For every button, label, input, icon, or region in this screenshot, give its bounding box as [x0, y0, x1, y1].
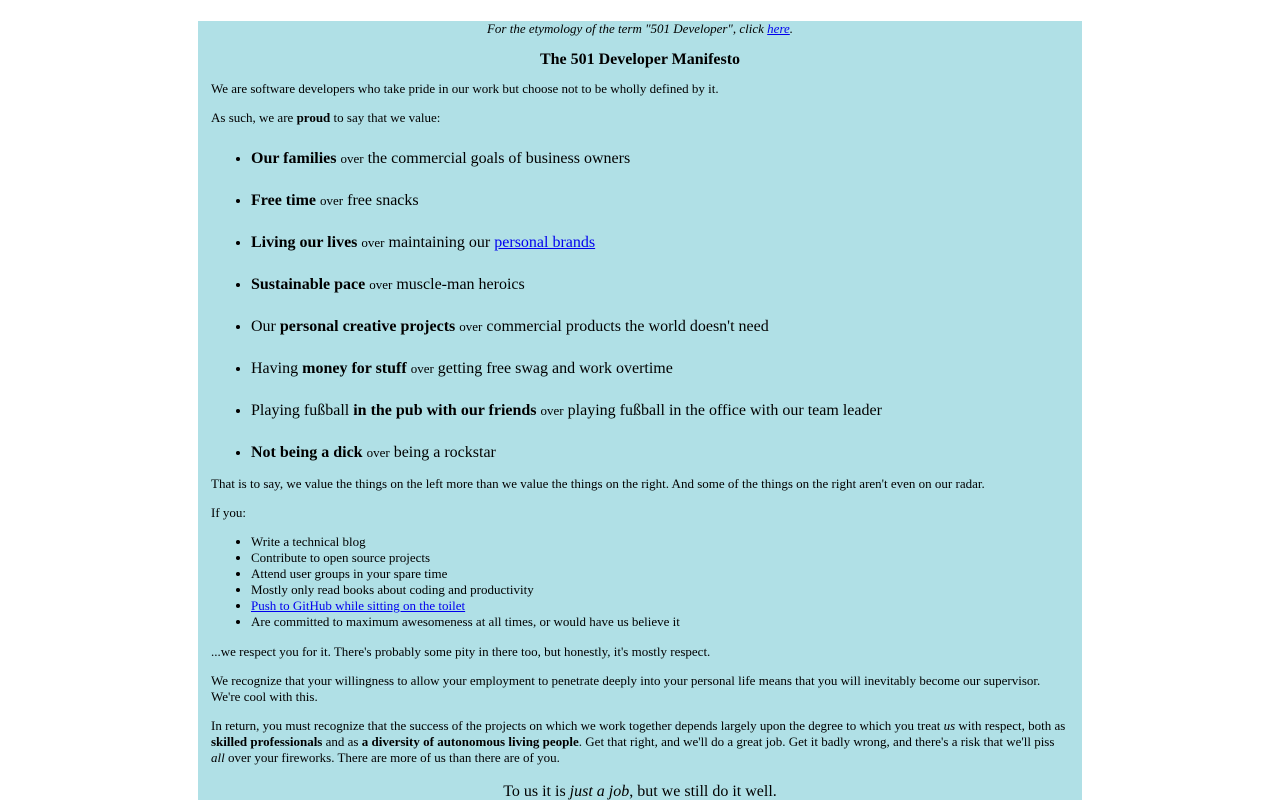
value-item — [251, 191, 882, 233]
value-prefix: Playing fußball — [251, 402, 354, 419]
recognize-paragraph: We recognize that your willingness to allow your employment to penetrate deeply into your personal life means that you will inevitably become our supervisor. We're cool with this. — [211, 673, 1041, 704]
personal-brands-link[interactable]: personal brands — [494, 234, 596, 251]
value-right: the commercial goals of business owners — [367, 150, 631, 167]
value-right: muscle-man heroics — [396, 276, 525, 293]
over-word: over — [410, 361, 434, 376]
value-left: Living our lives — [251, 234, 358, 251]
value-item — [251, 359, 882, 401]
values-list — [251, 149, 882, 485]
value-prefix: Our — [251, 318, 280, 335]
list-item: • Are committed to maximum awesomeness at all times, or would have us believe it — [251, 614, 680, 630]
over-word: over — [340, 151, 364, 166]
value-left: money for stuff — [302, 360, 407, 377]
over-word: over — [540, 403, 564, 418]
value-item — [251, 275, 882, 317]
value-right: free snacks — [347, 192, 419, 209]
value-right: commercial products the world doesn't need — [486, 318, 769, 335]
respect-paragraph: ...we respect you for it. There's probably some pity in there too, but honestly, it's mostly respect. — [211, 644, 711, 659]
value-item — [251, 401, 882, 443]
if-you-list — [251, 534, 680, 630]
value-left: Our families — [251, 150, 337, 167]
list-item: • Write a technical blog — [251, 534, 680, 550]
over-word: over — [459, 319, 483, 334]
that-is-paragraph: That is to say, we value the things on the left more than we value the things on the right. And some of the things on the right aren't even on our radar. — [211, 476, 985, 491]
list-item: • Attend user groups in your spare time — [251, 566, 680, 582]
value-right: getting free swag and work overtime — [437, 360, 673, 377]
as-such-paragraph: As such, we are proud to say that we value: — [211, 110, 441, 125]
in-return-paragraph: In return, you must recognize that the success of the projects on which we work together depends largely upon the degree to which you treat us with respect, both as skilled professionals and as a diversity of autonomous living people. Get that right, and we'll do a great job. Get it badly wrong, and there's a risk that we'll piss all over your fireworks. There are more of us than there are of you. — [211, 718, 1066, 765]
value-item — [251, 317, 882, 359]
intro-paragraph: We are software developers who take pride in our work but choose not to be wholly defined by it. — [211, 81, 719, 96]
etymology-link[interactable]: here — [767, 21, 790, 36]
value-prefix: Having — [251, 360, 303, 377]
over-word: over — [366, 445, 390, 460]
value-right: playing fußball in the office with our team leader — [567, 402, 882, 419]
list-item: • Mostly only read books about coding and productivity — [251, 582, 680, 598]
value-left: in the pub with our friends — [353, 402, 537, 419]
if-you-label: If you: — [211, 505, 247, 520]
value-left: Free time — [251, 192, 316, 209]
value-right: maintaining our — [388, 234, 495, 251]
over-word: over — [361, 235, 385, 250]
over-word: over — [369, 277, 393, 292]
value-left: Not being a dick — [251, 444, 363, 461]
page-title: The 501 Developer Manifesto — [539, 51, 741, 68]
github-toilet-link[interactable]: Push to GitHub while sitting on the toilet — [251, 598, 466, 613]
value-right: being a rockstar — [393, 444, 496, 461]
etymology-note: For the etymology of the term "501 Developer", click here. — [486, 21, 794, 36]
closing-line: To us it is just a job, but we still do it well. — [503, 783, 777, 800]
value-item — [251, 233, 882, 275]
value-left: personal creative projects — [279, 318, 456, 335]
list-item — [251, 598, 680, 614]
manifesto-panel — [198, 21, 1082, 800]
list-item: • Contribute to open source projects — [251, 550, 680, 566]
value-item — [251, 149, 882, 191]
over-word: over — [320, 193, 344, 208]
value-left: Sustainable pace — [251, 276, 366, 293]
